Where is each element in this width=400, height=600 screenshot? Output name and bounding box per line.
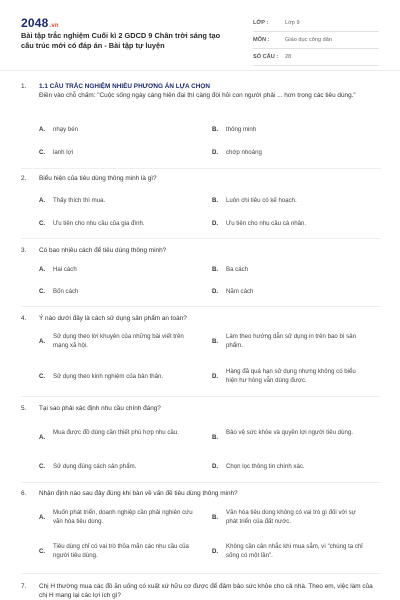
question-number: 1. — [21, 83, 27, 90]
meta-subject-value: Giáo dục công dân — [285, 37, 332, 43]
page-header — [0, 0, 400, 68]
meta-subject-label: MÔN : — [253, 37, 270, 43]
header-divider — [0, 70, 400, 71]
question-number: 3. — [21, 247, 27, 254]
meta-grade — [253, 15, 379, 32]
question-text: Có bao nhiêu cách để tiêu dùng thông minh? — [39, 247, 167, 254]
question-separator — [21, 306, 381, 307]
meta-count-label: SỐ CÂU : — [253, 54, 279, 60]
question-number: 6. — [21, 490, 27, 497]
question-separator — [21, 238, 381, 239]
question-text: Ý nào dưới đây là cách sử dụng sản phẩm an toàn? — [39, 315, 187, 322]
document-page: 2048.vn Bài tập trắc nghiệm Cuối kì 2 GDCD 9 Chân trời sáng tạo cấu trúc mới có đáp án - Bài tập tự luyện LỚP : Lớp 9 MÔN : Giáo dục công dân SỐ CÂU : 28 1. 1.1 CÂU TRẮC NGHIỆM NHIỀU PHƯƠNG ÁN LỰA CHỌN Điền vào chỗ chấm: "Cuộc sống ngày càng hiện đại thì càng đòi hỏi con người phải ... hơn trong các tiêu dùng." A. nhạy bén B. thông minh C. lanh lợi D. chớp nhoáng 2. Biểu hiện của tiêu dùng thông minh là gì? A. Thấy thích thì mua. B. Luôn chi tiêu có kế hoạch. C. Ưu tiên cho nhu cầu của gia đình. D. Ưu tiên cho nhu cầu cá nhân. 3. Có bao nhiêu cách để tiêu dùng thông minh? A. Hai cách B. Ba cách C. Bốn cách D. Năm cách 4. Ý nào dưới đây là cách sử dụng sản phẩm an toàn? A. Sử dụng theo lời khuyên của những bài viết trên mạng xã hội. B. Làm theo hướng dẫn sử dụng in trên bao bì sản phẩm. C. Sử dụng theo kinh nghiệm của bản thân. D. Hàng đã quá hạn sử dụng nhưng không có biểu hiện hư hỏng vẫn dùng được. 5. Tại sao phải xác định nhu cầu chính đáng? A. Mua được đồ dùng cần thiết phù hợp nhu cầu. B. Bảo vệ sức khỏe và quyền lợi người tiêu dùng. C. Sử dụng đúng cách sản phẩm. D. Chọn lọc thông tin chính xác. 6. Nhận định nào sau đây đúng khi bàn về vấn đề tiêu dùng thông minh? A. Muốn phát triển, doanh nghiệp cần phải nghiên cứu văn hóa tiêu dùng. B. Văn hóa tiêu dùng không có vai trò gì đối với sự phát triển của đất nước. C. Tiêu dùng chỉ có vai trò thỏa mãn các nhu cầu của người tiêu dùng. D. Không cần cân nhắc khi mua sắm, vì "chúng ta chỉ sống có một lần". 7. Chị H thường mua các đồ ăn uống có xuất xứ hữu cơ được để đảm bảo sức khỏe cho cả nhà. Theo em, việc làm của chị H mang lại các lợi ích gì? — [0, 0, 400, 600]
logo-tld: .vn — [49, 23, 59, 29]
question-text: Tại sao phải xác định nhu cầu chính đáng? — [39, 405, 161, 412]
question-number: 7. — [21, 583, 27, 590]
meta-grade-value: Lớp 9 — [285, 20, 300, 26]
document-meta — [253, 15, 379, 66]
site-logo[interactable] — [21, 16, 59, 30]
meta-grade-label: LỚP : — [253, 20, 269, 26]
question-text: Nhận định nào sau đây đúng khi bàn về vấn đề tiêu dùng thông minh? — [39, 490, 238, 497]
document-title: Bài tập trắc nghiệm Cuối kì 2 GDCD 9 Chân trời sáng tạo cấu trúc mới có đáp án - Bài tập tự luyện — [21, 31, 221, 50]
meta-count — [253, 49, 379, 66]
logo-brand: 2048 — [21, 16, 49, 30]
meta-count-value: 28 — [285, 54, 292, 60]
question-number: 2. — [21, 175, 27, 182]
question-text: Điền vào chỗ chấm: "Cuộc sống ngày càng hiện đại thì càng đòi hỏi con người phải ... hơn trong các tiêu dùng." — [39, 92, 356, 99]
question-text: Chị H thường mua các đồ ăn uống có xuất xứ hữu cơ được để đảm bảo sức khỏe cho cả nhà. Theo em, việc làm của chị H mang lại các lợi ích gì? — [39, 583, 373, 599]
meta-subject — [253, 32, 379, 49]
question-number: 4. — [21, 315, 27, 322]
question-separator — [21, 168, 381, 169]
question-text: Biểu hiện của tiêu dùng thông minh là gì? — [39, 175, 157, 182]
section-title: 1.1 CÂU TRẮC NGHIỆM NHIỀU PHƯƠNG ÁN LỰA CHỌN — [39, 83, 210, 90]
question-separator — [21, 482, 381, 483]
question-separator — [21, 396, 381, 397]
question-separator — [21, 573, 381, 574]
question-number: 5. — [21, 405, 27, 412]
